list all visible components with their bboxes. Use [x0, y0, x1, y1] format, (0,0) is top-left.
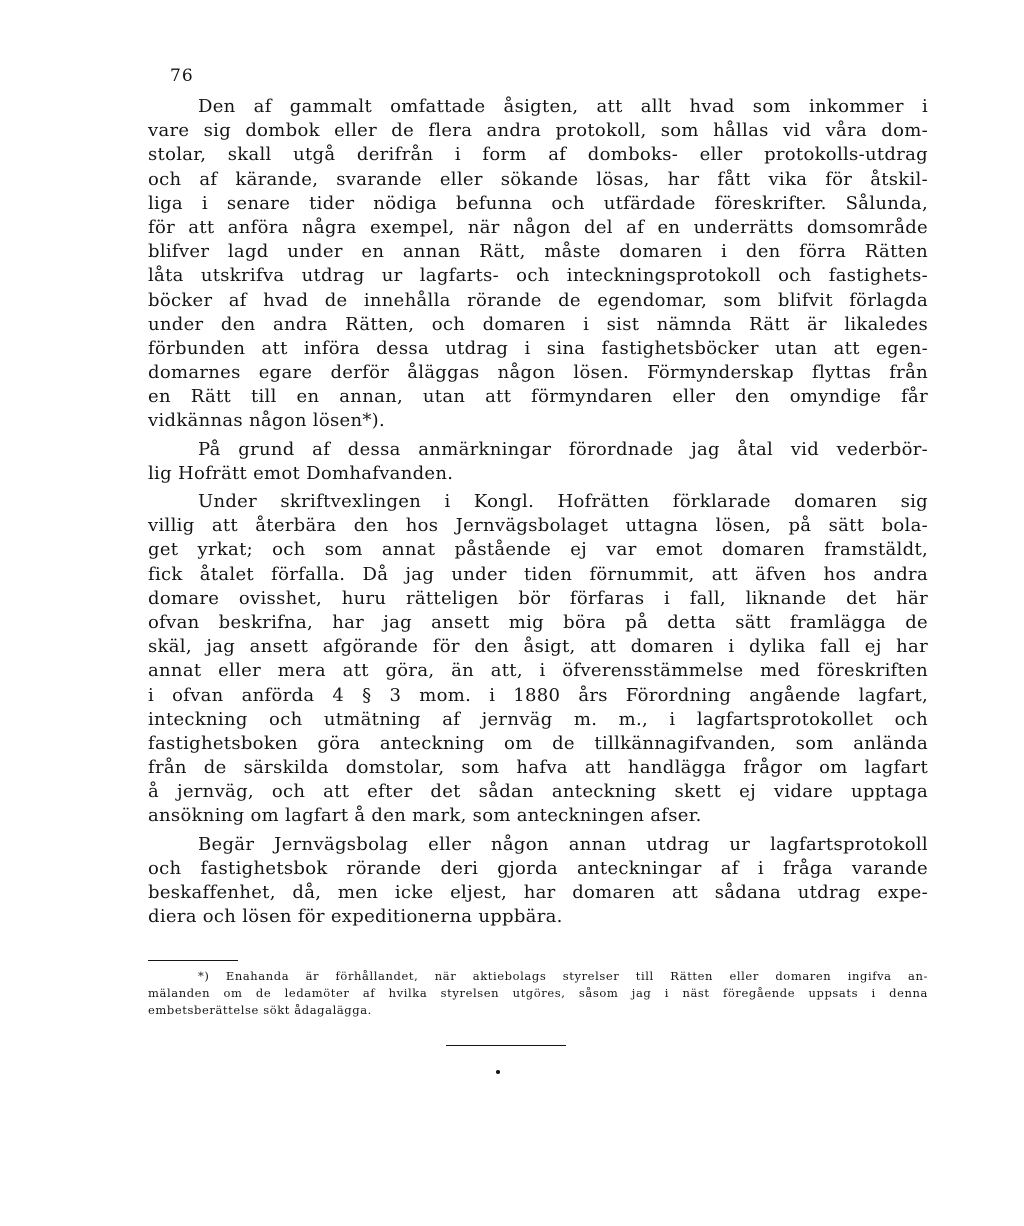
text-line: beskaffenhet, då, men icke eljest, har domaren att sådana utdrag expe- [148, 882, 928, 903]
text-line: lig Hofrätt emot Domhafvanden. [148, 462, 454, 484]
text-line: ansökning om lagfart å den mark, som anteckningen afser. [148, 805, 702, 827]
text-line: och af kärande, svarande eller sökande lösas, har fått vika för åtskil- [148, 168, 928, 190]
text-line: domarnes egare derför åläggas någon lösen. Förmynderskap flyttas från [148, 362, 928, 384]
text-line: vidkännas någon lösen*). [148, 410, 385, 432]
text-line: skäl, jag ansett afgörande för den åsigt, att domaren i dylika fall ej har [148, 636, 928, 658]
paragraph [148, 490, 928, 829]
footnote-line: embetsberättelse sökt ådagalägga. [148, 1003, 372, 1017]
text-line: villig att återbära den hos Jernvägsbolaget uttagna lösen, på sätt bola- [148, 515, 928, 537]
footnote-line: *) Enahanda är förhållandet, när aktiebolags styrelser till Rätten eller domaren ingifva an- [198, 969, 928, 983]
text-line: och fastighetsbok rörande deri gjorda anteckningar af i fråga varande [148, 857, 928, 879]
text-line: Under skriftvexlingen i Kongl. Hofrätten förklarade domaren sig [198, 491, 928, 512]
paragraph [148, 833, 928, 930]
text-line: fick åtalet förfalla. Då jag under tiden förnummit, att äfven hos andra [148, 563, 928, 585]
text-line: från de särskilda domstolar, som hafva att handlägga frågor om lagfart [148, 757, 928, 779]
text-line: fastighetsboken göra anteckning om de tillkännagifvanden, som anlända [148, 732, 928, 754]
text-line: diera och lösen för expeditionerna uppbära. [148, 906, 563, 928]
text-line: På grund af dessa anmärkningar förordnade jag åtal vid vederbör- [198, 438, 928, 460]
body-text [148, 95, 928, 929]
footnote [148, 968, 928, 1019]
text-line: förbunden att införa dessa utdrag i sina fastighetsböcker utan att egen- [148, 337, 928, 359]
text-line: Den af gammalt omfattade åsigten, att allt hvad som inkommer i [198, 96, 928, 117]
paragraph [148, 95, 928, 434]
text-line: en Rätt till en annan, utan att förmyndaren eller den omyndige får [148, 386, 928, 408]
text-line: domare ovisshet, huru rätteligen bör förfaras i fall, liknande det här [148, 587, 928, 609]
text-line: i ofvan anförda 4 § 3 mom. i 1880 års Förordning angående lagfart, [148, 684, 928, 706]
text-line: liga i senare tider nödiga befunna och utfärdade föreskrifter. Sålunda, [148, 192, 928, 214]
text-line: annat eller mera att göra, än att, i öfverensstämmelse med föreskriften [148, 660, 928, 682]
text-line: get yrkat; och som annat påstående ej var emot domaren framstäldt, [148, 539, 928, 561]
text-line: inteckning och utmätning af jernväg m. m., i lagfartsprotokollet och [148, 708, 928, 730]
text-line: vare sig dombok eller de flera andra protokoll, som hållas vid våra dom- [148, 120, 928, 142]
text-line: blifver lagd under en annan Rätt, måste domaren i den förra Rätten [148, 241, 928, 263]
text-line: ofvan beskrifna, har jag ansett mig böra på detta sätt framlägga de [148, 611, 928, 633]
text-line: å jernväg, och att efter det sådan anteckning skett ej vidare upptaga [148, 781, 928, 803]
text-line: Begär Jernvägsbolag eller någon annan utdrag ur lagfartsprotokoll [198, 833, 928, 855]
text-line: böcker af hvad de innehålla rörande de egendomar, som blifvit förlagda [148, 289, 928, 311]
page-number: 76 [170, 66, 194, 86]
end-ornament-dot [496, 1070, 500, 1074]
text-line: låta utskrifva utdrag ur lagfarts- och inteckningsprotokoll och fastighets- [148, 265, 928, 287]
text-line: för att anföra några exempel, när någon del af en underrätts domsområde [148, 216, 928, 238]
footnote-divider [148, 960, 238, 961]
text-line: under den andra Rätten, och domaren i sist nämnda Rätt är likaledes [148, 313, 928, 335]
text-line: stolar, skall utgå derifrån i form af domboks- eller protokolls-utdrag [148, 144, 928, 166]
end-divider [446, 1045, 566, 1046]
footnote-line: mälanden om de ledamöter af hvilka styrelsen utgöres, såsom jag i näst föregående uppsats i denna [148, 986, 928, 1000]
paragraph [148, 438, 928, 486]
